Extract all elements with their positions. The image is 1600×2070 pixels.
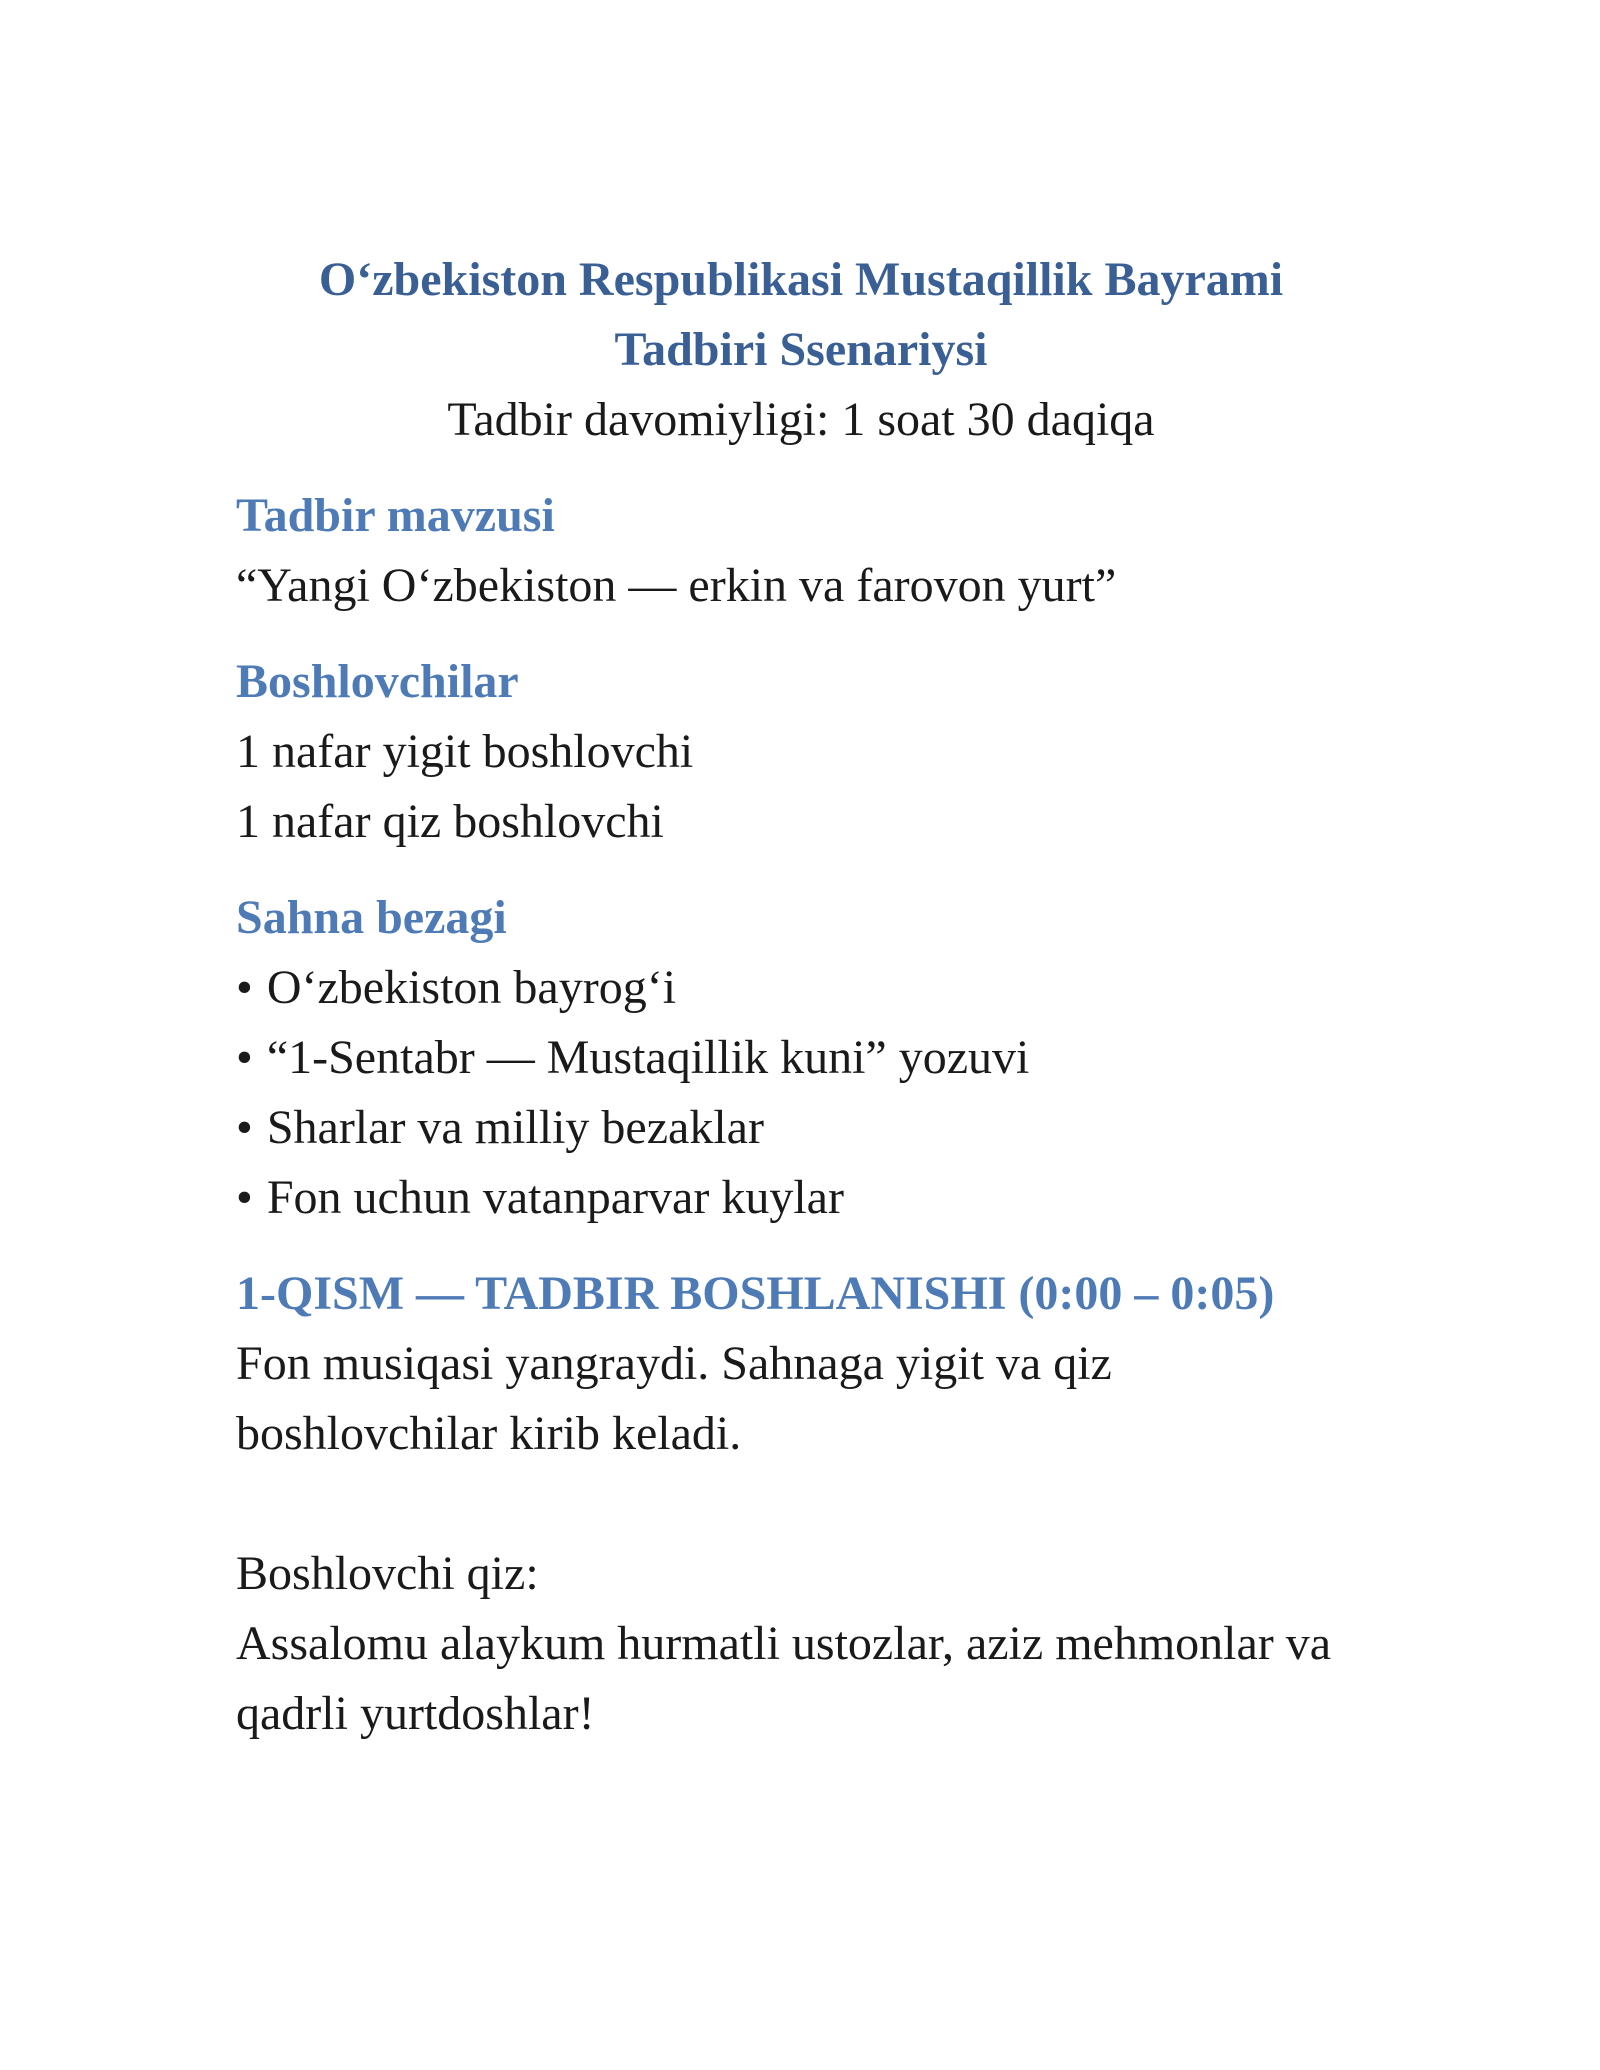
document-title-line-1: O‘zbekiston Respublikasi Mustaqillik Bayrami: [318, 253, 1284, 306]
section-heading-part1: 1-QISM — TADBIR BOSHLANISHI (0:00 – 0:05): [236, 1267, 1275, 1320]
list-item-text: O‘zbekiston bayrog‘i: [266, 961, 677, 1014]
host-item: 1 nafar qiz boshlovchi: [236, 795, 664, 848]
speaker-label: Boshlovchi qiz:: [236, 1547, 539, 1600]
part1-intro: Fon musiqasi yangraydi. Sahnaga yigit va qiz boshlovchilar kirib keladi.: [236, 1337, 1112, 1460]
bullet-icon: •: [236, 961, 253, 1014]
section-part1: [236, 1259, 1366, 1749]
decor-list: [236, 953, 1366, 1233]
list-item: [236, 953, 1366, 1023]
bullet-icon: •: [236, 1031, 253, 1084]
list-item-text: Sharlar va milliy bezaklar: [266, 1101, 764, 1154]
bullet-icon: •: [236, 1101, 253, 1154]
section-decor: [236, 883, 1366, 1233]
document-title-line-2: Tadbiri Ssenariysi: [614, 323, 988, 376]
section-theme: [236, 481, 1366, 621]
bullet-icon: •: [236, 1171, 253, 1224]
paragraph-spacer: [236, 1469, 1366, 1539]
event-duration: Tadbir davomiyligi: 1 soat 30 daqiqa: [447, 393, 1155, 446]
list-item: [236, 1023, 1366, 1093]
section-heading-theme: Tadbir mavzusi: [236, 489, 555, 542]
document-page: [236, 245, 1366, 1749]
theme-text: “Yangi O‘zbekiston — erkin va farovon yurt”: [236, 559, 1117, 612]
host-item: 1 nafar yigit boshlovchi: [236, 725, 694, 778]
list-item: [236, 1093, 1366, 1163]
speaker-speech: Assalomu alaykum hurmatli ustozlar, aziz mehmonlar va qadrli yurtdoshlar!: [236, 1617, 1332, 1740]
list-item: [236, 1163, 1366, 1233]
section-heading-hosts: Boshlovchilar: [236, 655, 519, 708]
list-item-text: “1-Sentabr — Mustaqillik kuni” yozuvi: [266, 1031, 1030, 1084]
section-heading-decor: Sahna bezagi: [236, 891, 507, 944]
list-item-text: Fon uchun vatanparvar kuylar: [266, 1171, 844, 1224]
section-hosts: [236, 647, 1366, 857]
